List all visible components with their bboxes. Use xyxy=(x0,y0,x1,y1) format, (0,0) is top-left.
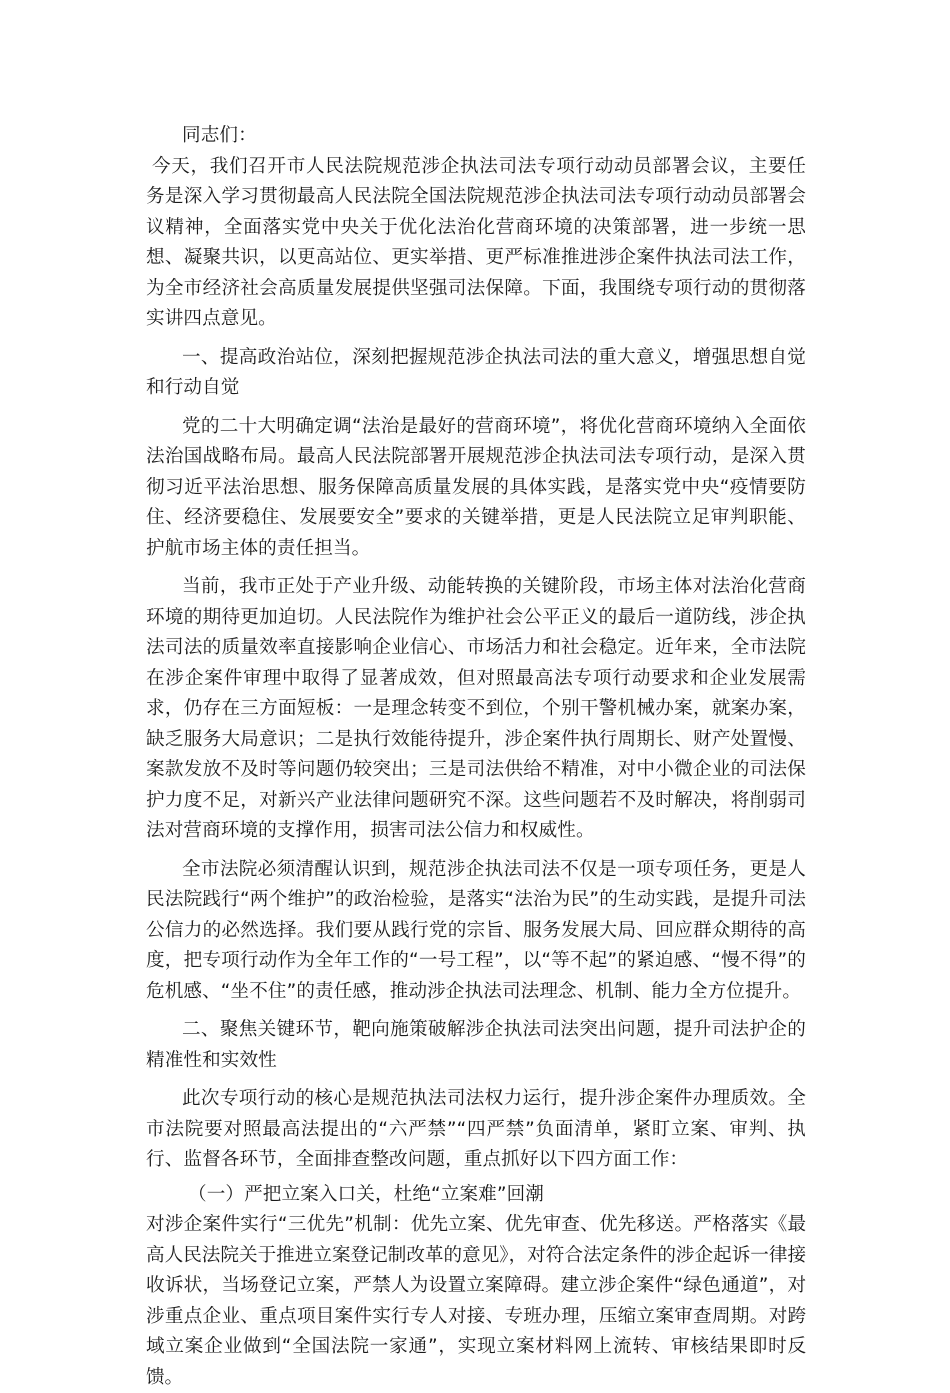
section-1-paragraph-2: 当前，我市正处于产业升级、动能转换的关键阶段，市场主体对法治化营商环境的期待更加迫切。人民法院作为维护社会公平正义的最后一道防线，涉企执法司法的质量效率直接影响企业信心、市场活力和社会稳定。近年来，全市法院在涉企案件审理中取得了显著成效，但对照最高法专项行动要求和企业发展需求，仍存在三方面短板：一是理念转变不到位，个别干警机械办案，就案办案，缺乏服务大局意识；二是执行效能待提升，涉企案件执行周期长、财产处置慢、案款发放不及时等问题仍较突出；三是司法供给不精准，对中小微企业的司法保护力度不足，对新兴产业法律问题研究不深。这些问题若不及时解决，将削弱司法对营商环境的支撑作用，损害司法公信力和权威性。 xyxy=(146,576,806,841)
section-2-heading: 二、聚焦关键环节，靶向施策破解涉企执法司法突出问题，提升司法护企的精准性和实效性 xyxy=(146,1019,806,1071)
intro-paragraph: 今天，我们召开市人民法院规范涉企执法司法专项行动动员部署会议，主要任务是深入学习贯彻最高人民法院全国法院规范涉企执法司法专项行动动员部署会议精神，全面落实党中央关于优化法治化营商环境的决策部署，进一步统一思想、凝聚共识，以更高站位、更实举措、更严标准推进涉企案件执法司法工作，为全市经济社会高质量发展提供坚强司法保障。下面，我围绕专项行动的贯彻落实讲四点意见。 xyxy=(146,155,806,329)
subsection-1-heading: （一）严把立案入口关，杜绝“立案难”回潮 xyxy=(188,1183,544,1205)
section-1-heading: 一、提高政治站位，深刻把握规范涉企执法司法的重大意义，增强思想自觉和行动自觉 xyxy=(146,346,806,398)
salutation: 同志们： xyxy=(182,125,257,146)
section-1-paragraph-3: 全市法院必须清醒认识到，规范涉企执法司法不仅是一项专项任务，更是人民法院践行“两个维护”的政治检验，是落实“法治为民”的生动实践，是提升司法公信力的必然选择。我们要从践行党的宗旨、服务发展大局、回应群众期待的高度，把专项行动作为全年工作的“一号工程”，以“等不起”的紧迫感、“慢不得”的危机感、“坐不住”的责任感，推动涉企执法司法理念、机制、能力全方位提升。 xyxy=(146,858,806,1002)
section-1-paragraph-1: 党的二十大明确定调“法治是最好的营商环境”，将优化营商环境纳入全面依法治国战略布局。最高人民法院部署开展规范涉企执法司法专项行动，是深入贯彻习近平法治思想、服务保障高质量发展的具体实践，是落实党中央“疫情要防住、经济要稳住、发展要安全”要求的关键举措，更是人民法院立足审判职能、护航市场主体的责任担当。 xyxy=(146,415,806,559)
section-2-paragraph-1: 此次专项行动的核心是规范执法司法权力运行，提升涉企案件办理质效。全市法院要对照最高法提出的“六严禁”“四严禁”负面清单，紧盯立案、审判、执行、监督各环节，全面排查整改问题，重点抓好以下四方面工作： xyxy=(146,1088,806,1170)
document-body xyxy=(146,121,806,1393)
subsection-1-body: 对涉企案件实行“三优先”机制：优先立案、优先审查、优先移送。严格落实《最高人民法院关于推进立案登记制改革的意见》，对符合法定条件的涉企起诉一律接收诉状，当场登记立案，严禁人为设置立案障碍。建立涉企案件“绿色通道”，对涉重点企业、重点项目案件实行专人对接、专班办理，压缩立案审查周期。对跨域立案企业做到“全国法院一家通”，实现立案材料网上流转、审核结果即时反馈。 xyxy=(146,1214,806,1388)
